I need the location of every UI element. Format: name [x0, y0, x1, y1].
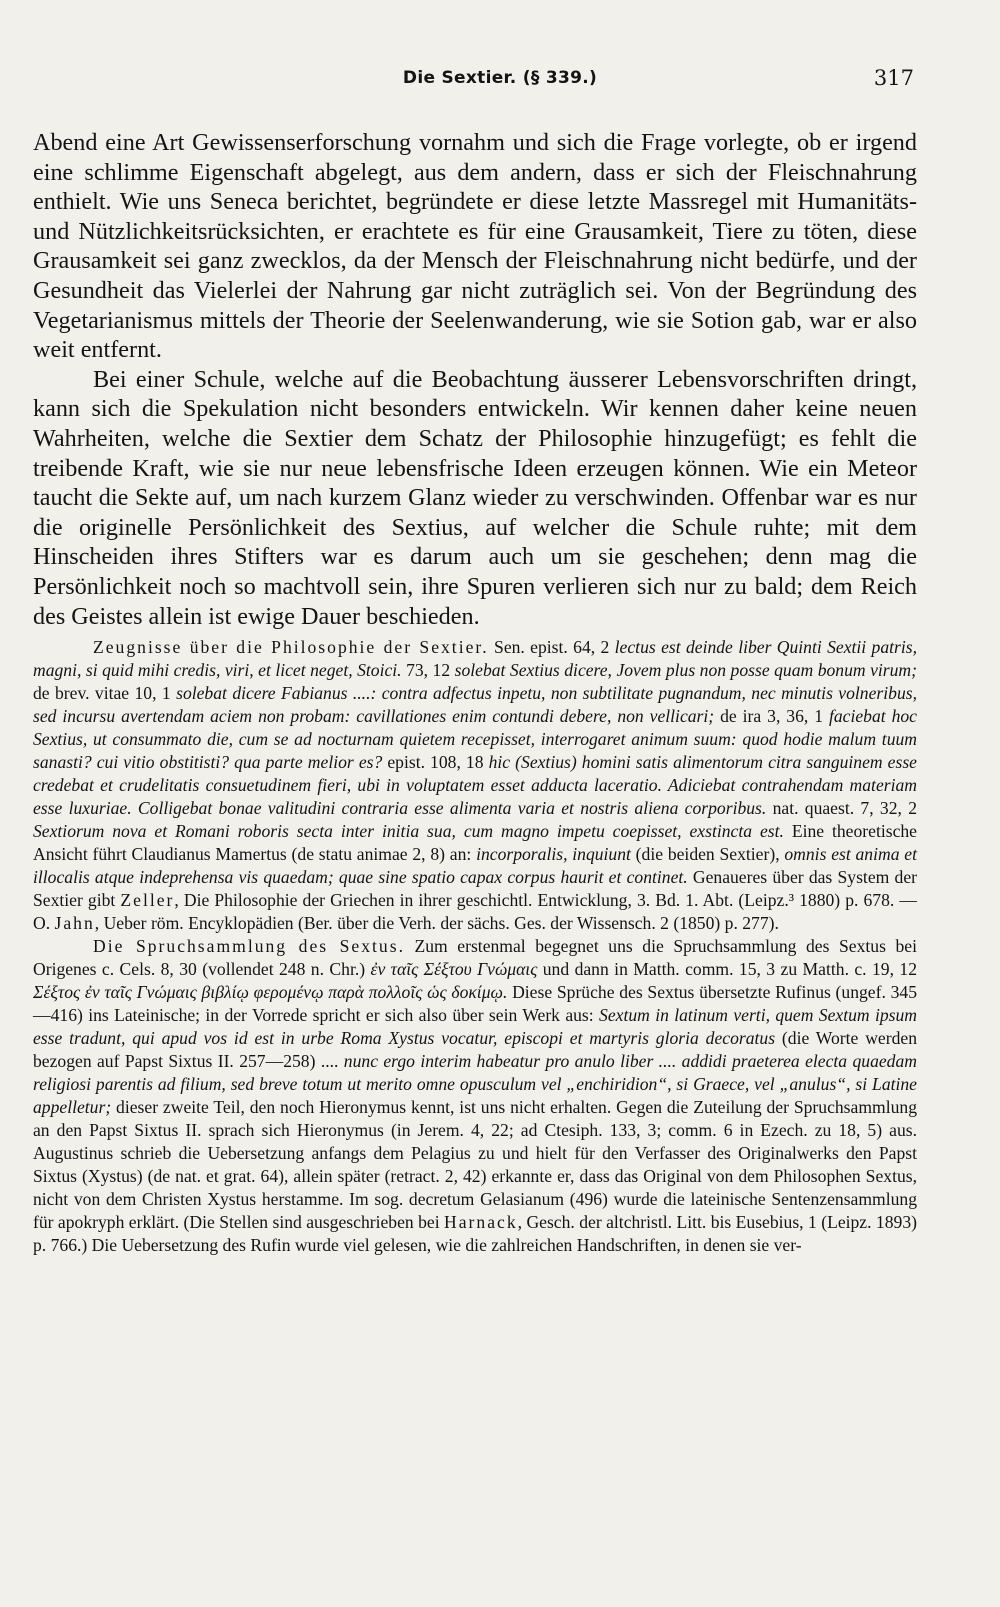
note-text: 73, 12	[401, 660, 455, 681]
note-text: (die Worte werden bezogen auf Papst Sixtus II. 257—258) ....	[33, 1028, 917, 1072]
note-text: de ira 3, 36, 1	[714, 706, 829, 727]
note-text: , Die Philosophie der Griechen in ihrer geschichtl. Entwicklung, 3. Bd. 1. Abt. (Leipz.³ 1880) p. 678. — O.	[33, 890, 917, 934]
page-body	[33, 128, 917, 1257]
note-text: epist. 108, 18	[382, 752, 489, 773]
note-text: Diese Sprüche des Sextus übersetzte Rufinus (ungef. 345—416) ins Lateinische; in der Vorrede spricht er sich also über sein Werk aus:	[33, 982, 917, 1026]
latin-quote: nunc ergo interim habeatur pro anulo liber .... addidi praeterea electa quaedam religiosi parentis ad filium, sed breve totum ut merito omne opusculum vel „enchiridion“, si Graece, vel „anulus“, si Latine appelletur;	[33, 1051, 917, 1118]
author-name: Harnack	[444, 1212, 518, 1233]
note-text: dieser zweite Teil, den noch Hieronymus kennt, ist uns nicht erhalten. Gegen die Zuteilung der Spruchsammlung an den Papst Sixtus II. sprach sich Hieronymus (in Jerem. 4, 22; ad Ctesiph. 133, 3; comm. 6 in Ezech. zu 18, 5) aus. Augustinus schrieb die Uebersetzung anfangs dem Pelagius zu und hielt für den Verfasser des Originalwerks den Papst Sixtus (Xystus) (de nat. et grat. 64), allein später (retract. 2, 42) erkannte er, dass das Original von dem Philosophen Sextus, nicht von dem Christen Xystus herstamme. Im sog. decretum Gelasianum (496) wurde die lateinische Sentenzensammlung für apokryph erklärt. (Die Stellen sind ausgeschrieben bei	[33, 1097, 917, 1233]
note-text: (die beiden Sextier),	[630, 844, 785, 865]
latin-quote: Sextum in latinum verti, quem Sextum ipsum esse tradunt, qui apud vos id est in urbe Roma Xystus vocatur, episcopi et martyris gloria decoratus	[33, 1005, 917, 1049]
latin-quote: solebat dicere Fabianus ....: contra adfectus inpetu, non subtilitate pugnandum, nec minutis volneribus, sed incursu avertendam aciem non probam: cavillationes enim contundi debere, non vellicari;	[33, 683, 917, 727]
latin-quote: hic (Sextius) homini satis alimentorum citra sanguinem esse credebat et crudelitatis consuetudinem fieri, ubi in voluptatem esset adducta laceratio. Adiciebat contrahendam materiam esse luxuriae. Colligebat bonae valitudini contraria esse alimenta varia et nostris aliena corporibus.	[33, 752, 917, 819]
page-header	[0, 66, 1000, 98]
latin-quote: lectus est deinde liber Quinti Sextii patris, magni, si quid mihi credis, viri, et licet neget, Stoici.	[33, 637, 918, 681]
page-number: 317	[873, 66, 914, 90]
note-text: Eine theoretische Ansicht führt Claudianus Mamertus (de statu animae 2, 8) an:	[33, 821, 917, 865]
latin-quote: solebat Sextius dicere, Jovem plus non posse quam bonum virum;	[454, 660, 918, 681]
main-paragraph: Bei einer Schule, welche auf die Beobachtung äusserer Lebensvorschriften dringt, kann sich die Spekulation nicht besonders entwickeln. Wir kennen daher keine neuen Wahrheiten, welche die Sextier dem Schatz der Philosophie hinzugefügt; es fehlt die treibende Kraft, wie sie nur neue lebensfrische Ideen erzeugen können. Wie ein Meteor taucht die Sekte auf, um nach kurzem Glanz wieder zu verschwinden. Offenbar war es nur die originelle Persönlichkeit des Sextius, auf welcher die Schule ruhte; mit dem Hinscheiden ihres Stifters war es darum auch um sie geschehen; denn mag die Persönlichkeit noch so machtvoll sein, ihre Spuren verlieren sich nur zu bald; dem Reich des Geistes allein ist ewige Dauer beschieden.	[33, 365, 917, 630]
author-name: Zeller	[120, 890, 175, 911]
note-text: und dann in Matth. comm. 15, 3 zu Matth. c. 19, 12	[537, 959, 917, 980]
note-text: Zum erstenmal begegnet uns die Spruchsammlung des Sextus bei Origenes c. Cels. 8, 30 (vollendet 248 n. Chr.)	[33, 936, 917, 980]
greek-quote: ἐν ταῖς Σέξτου Γνώμαις	[370, 959, 538, 980]
note-heading: Zeugnisse über die Philosophie der Sextier.	[93, 637, 489, 658]
note-text: nat. quaest. 7, 32, 2	[766, 798, 917, 819]
note-sentences	[33, 935, 917, 1257]
note-text: de brev. vitae 10, 1	[33, 683, 177, 704]
notes-section	[33, 636, 917, 1257]
latin-quote: faciebat hoc Sextius, ut consummato die, cum se ad nocturnam quietem recepisset, interrogaret animum suum: quod hodie malum tuum sanasti? cui vitio obstitisti? qua parte melior es?	[33, 706, 917, 773]
note-text: Sen. epist. 64, 2	[488, 637, 615, 658]
note-text: Genaueres über das System der Sextier gibt	[33, 867, 917, 911]
running-title: Die Sextier. (§ 339.)	[402, 68, 598, 88]
note-heading: Die Spruchsammlung des Sextus.	[93, 936, 405, 957]
main-text	[33, 128, 917, 631]
note-testimonies	[33, 636, 917, 935]
note-text: , Gesch. der altchristl. Litt. bis Eusebius, 1 (Leipz. 1893) p. 766.) Die Uebersetzung des Rufin wurde viel gelesen, wie die zahlreichen Handschriften, in denen sie ver-	[33, 1212, 917, 1256]
greek-quote: Σέξτος ἐν ταῖς Γνώμαις βιβλίῳ φερομένῳ παρὰ πολλοῖς ὡς δοκίμῳ.	[33, 982, 508, 1003]
latin-quote: omnis est anima et illocalis atque indeprehensa vis quaedam; quae sine spatio capax corpus haurit et continet.	[33, 844, 917, 888]
note-text: , Ueber röm. Encyklopädien (Ber. über die Verh. der sächs. Ges. der Wissensch. 2 (1850) p. 277).	[94, 913, 779, 934]
latin-quote: incorporalis, inquiunt	[476, 844, 631, 865]
author-name: Jahn	[54, 913, 95, 934]
main-paragraph: Abend eine Art Gewissenserforschung vornahm und sich die Frage vorlegte, ob er irgend eine schlimme Eigenschaft abgelegt, aus dem andern, dass er sich der Fleischnahrung enthielt. Wie uns Seneca berichtet, begründete er diese letzte Massregel mit Humanitäts- und Nützlichkeitsrücksichten, er erachtete es für eine Grausamkeit, Tiere zu töten, diese Grausamkeit sei ganz zwecklos, da der Mensch der Fleischnahrung nicht bedürfe, und der Gesundheit das Vielerlei der Nahrung gar nicht zuträglich sei. Von der Begründung des Vegetarianismus mittels der Theorie der Seelenwanderung, wie sie Sotion gab, war er also weit entfernt.	[33, 129, 917, 364]
latin-quote: Sextiorum nova et Romani roboris secta inter initia sua, cum magno impetu coepisset, exstincta est.	[33, 821, 784, 842]
